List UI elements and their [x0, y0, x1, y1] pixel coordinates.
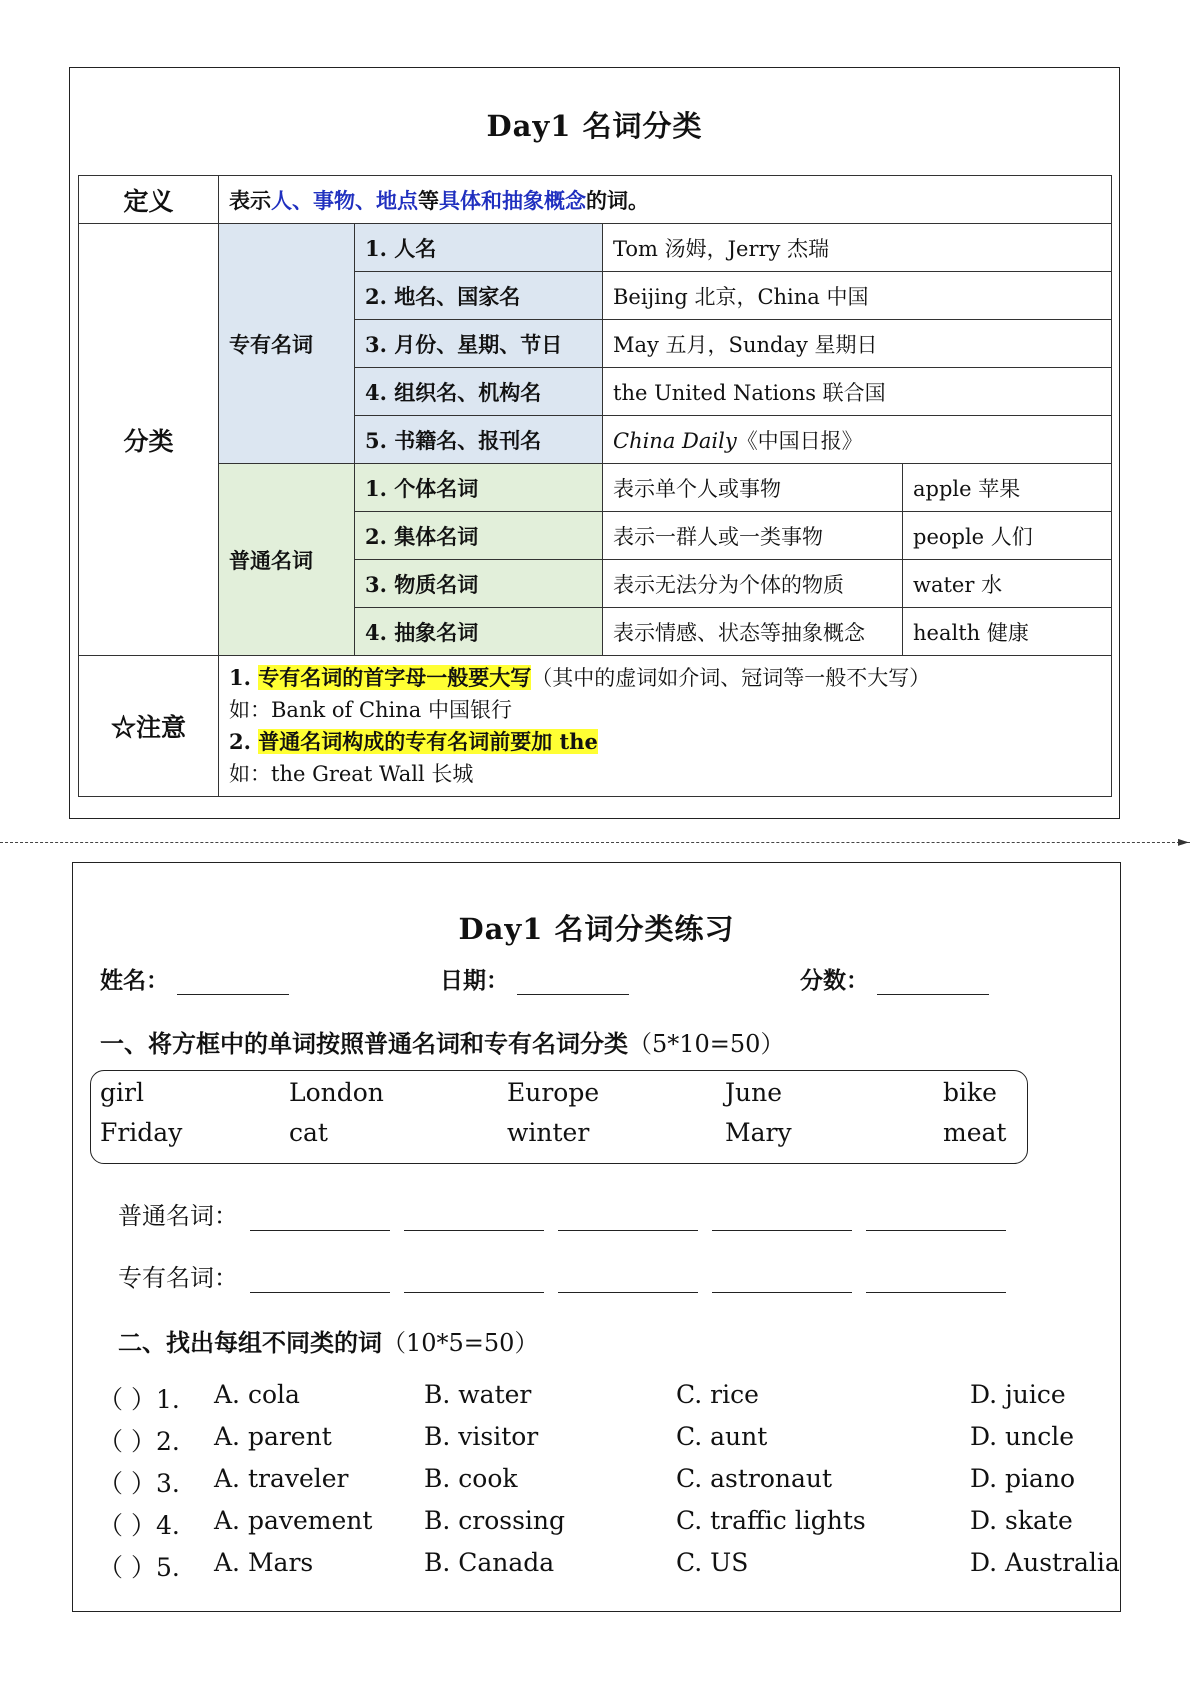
date-input-line[interactable] [517, 970, 629, 995]
word: Europe [507, 1078, 600, 1107]
option-c: C. traffic lights [676, 1506, 866, 1535]
proper-example: Tom 汤姆，Jerry 杰瑞 [603, 224, 1112, 272]
proper-example: the United Nations 联合国 [603, 368, 1112, 416]
cut-line-arrow-icon: ► [1178, 834, 1189, 850]
common-type: 3. 物质名词 [355, 560, 603, 608]
word: Friday [100, 1118, 183, 1147]
question-number[interactable]: （ ）2. [98, 1427, 180, 1456]
word: winter [507, 1118, 590, 1147]
question-number[interactable]: （ ）5. [98, 1553, 180, 1582]
option-c: C. astronaut [676, 1464, 833, 1493]
common-answer-row: 普通名词： [118, 1196, 1020, 1231]
common-desc: 表示一群人或一类事物 [603, 512, 903, 560]
option-b: B. crossing [424, 1506, 566, 1535]
summary-title: Day1 名词分类 [486, 109, 703, 143]
word: Mary [725, 1118, 792, 1147]
table-row [79, 224, 1112, 272]
option-a: A. pavement [214, 1506, 373, 1535]
question-number[interactable]: （ ）1. [98, 1385, 180, 1414]
section2-heading: 二、找出每组不同类的词（10*5=50） [118, 1328, 539, 1357]
answer-blank[interactable] [712, 1204, 852, 1231]
proper-type: 1. 人名 [355, 224, 603, 272]
section1-heading: 一、将方框中的单词按照普通名词和专有名词分类（5*10=50） [100, 1029, 785, 1058]
name-input-line[interactable] [177, 970, 289, 995]
common-type: 2. 集体名词 [355, 512, 603, 560]
name-field: 姓名： [100, 962, 289, 995]
answer-blank[interactable] [404, 1204, 544, 1231]
word: meat [943, 1118, 1007, 1147]
common-type: 1. 个体名词 [355, 464, 603, 512]
common-example: apple 苹果 [903, 464, 1112, 512]
option-d: D. uncle [970, 1422, 1075, 1451]
option-b: B. water [424, 1380, 532, 1409]
question-number[interactable]: （ ）3. [98, 1469, 180, 1498]
option-d: D. piano [970, 1464, 1076, 1493]
answer-blank[interactable] [866, 1204, 1006, 1231]
word: bike [943, 1078, 997, 1107]
definition-row [79, 176, 1112, 224]
definition-label: 定义 [79, 176, 219, 224]
note-text: 1. 专有名词的首字母一般要大写（其中的虚词如介词、冠词等一般不大写） 如：Bank of China 中国银行 2. 普通名词构成的专有名词前要加 the 如：the Great Wall 长城 [219, 656, 1112, 797]
score-input-line[interactable] [877, 970, 989, 995]
word: June [725, 1078, 783, 1107]
answer-blank[interactable] [712, 1266, 852, 1293]
definition-text: 表示人、事物、地点等具体和抽象概念的词。 [219, 176, 1112, 224]
cut-line [0, 842, 1190, 843]
score-field: 分数： [800, 962, 989, 995]
common-desc: 表示单个人或事物 [603, 464, 903, 512]
proper-type: 2. 地名、国家名 [355, 272, 603, 320]
common-desc: 表示无法分为个体的物质 [603, 560, 903, 608]
note-row [79, 656, 1112, 797]
answer-blank[interactable] [404, 1266, 544, 1293]
option-c: C. rice [676, 1380, 759, 1409]
common-desc: 表示情感、状态等抽象概念 [603, 608, 903, 656]
exercise-title: Day1 名词分类练习 [458, 912, 735, 946]
category-label: 分类 [79, 224, 219, 656]
proper-type: 4. 组织名、机构名 [355, 368, 603, 416]
date-field: 日期： [440, 962, 629, 995]
answer-blank[interactable] [866, 1266, 1006, 1293]
option-a: A. Mars [214, 1548, 314, 1577]
answer-blank[interactable] [558, 1266, 698, 1293]
proper-answer-row: 专有名词： [118, 1258, 1020, 1293]
question-number[interactable]: （ ）4. [98, 1511, 180, 1540]
proper-example: China Daily《中国日报》 [603, 416, 1112, 464]
common-type: 4. 抽象名词 [355, 608, 603, 656]
answer-blank[interactable] [250, 1266, 390, 1293]
table-row [79, 464, 1112, 512]
proper-example: May 五月，Sunday 星期日 [603, 320, 1112, 368]
option-a: A. traveler [214, 1464, 349, 1493]
option-a: A. cola [214, 1380, 300, 1409]
proper-example: Beijing 北京，China 中国 [603, 272, 1112, 320]
option-b: B. visitor [424, 1422, 539, 1451]
option-d: D. juice [970, 1380, 1066, 1409]
option-a: A. parent [214, 1422, 332, 1451]
common-example: people 人们 [903, 512, 1112, 560]
option-c: C. aunt [676, 1422, 768, 1451]
option-b: B. Canada [424, 1548, 555, 1577]
answer-blank[interactable] [250, 1204, 390, 1231]
common-example: water 水 [903, 560, 1112, 608]
answer-blank[interactable] [558, 1204, 698, 1231]
proper-type: 5. 书籍名、报刊名 [355, 416, 603, 464]
option-b: B. cook [424, 1464, 518, 1493]
common-noun-label: 普通名词 [219, 464, 355, 656]
word: London [289, 1078, 384, 1107]
noun-classification-table [78, 175, 1112, 797]
option-d: D. Australia [970, 1548, 1120, 1577]
word: girl [100, 1078, 144, 1107]
word: cat [289, 1118, 328, 1147]
option-d: D. skate [970, 1506, 1073, 1535]
common-example: health 健康 [903, 608, 1112, 656]
proper-type: 3. 月份、星期、节日 [355, 320, 603, 368]
note-label: ☆注意 [79, 656, 219, 797]
option-c: C. US [676, 1548, 749, 1577]
proper-noun-label: 专有名词 [219, 224, 355, 464]
